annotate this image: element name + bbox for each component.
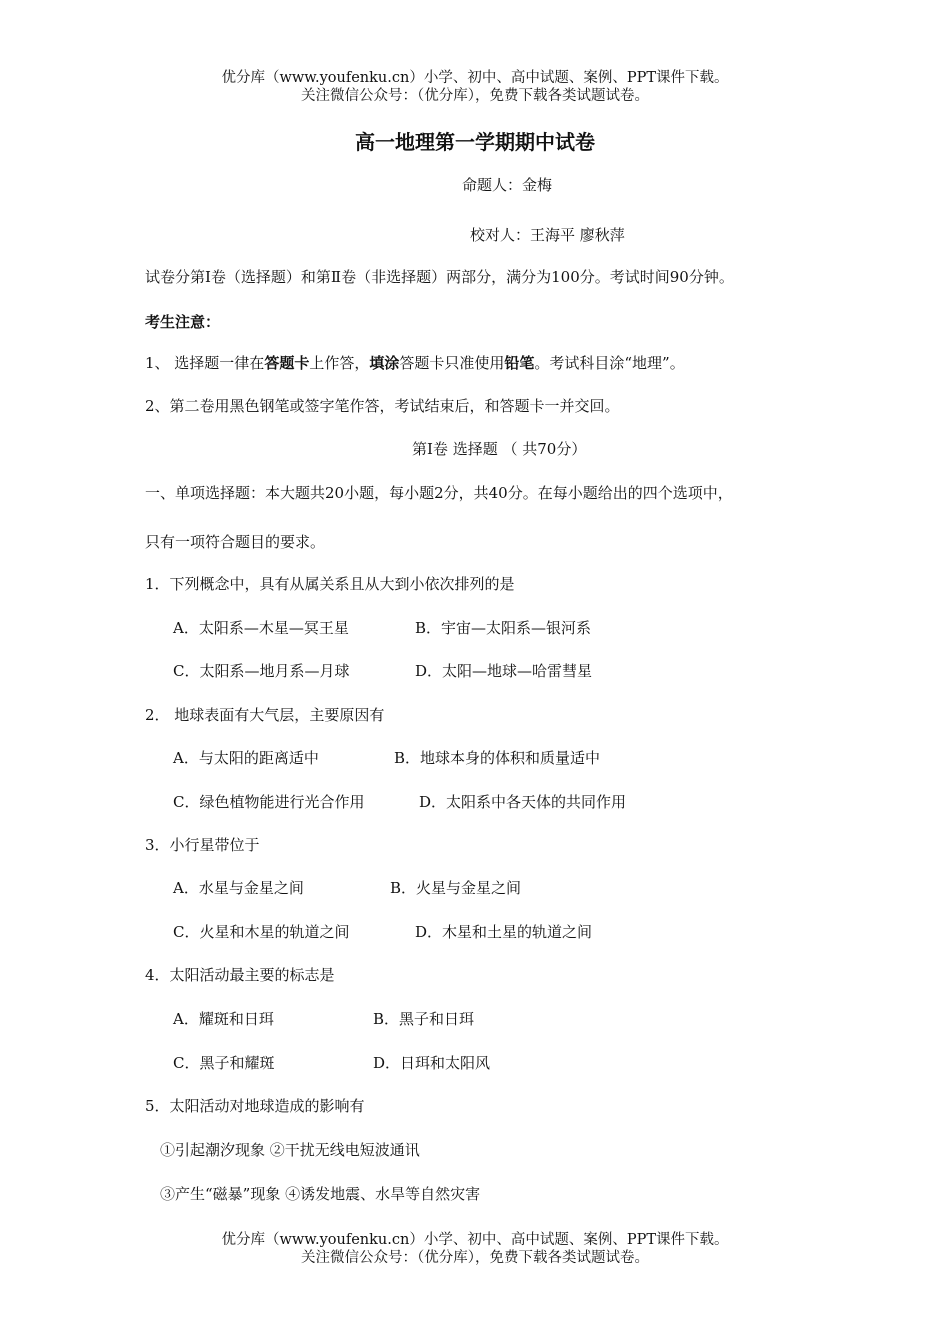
question-1-option-b: B．宇宙—太阳系—银河系 (415, 619, 592, 637)
notice-2: 2、第二卷用黑色钢笔或签字笔作答，考试结束后，和答题卡一并交回。 (145, 397, 620, 415)
question-5-stem: 5．太阳活动对地球造成的影响有 (145, 1097, 365, 1115)
footer-line-2: 关注微信公众号：（优分库），免费下载各类试题试卷。 (301, 1250, 649, 1266)
notice-title: 考生注意： (145, 313, 221, 331)
notice-1-e: 答题卡只准使用 (399, 354, 505, 372)
question-3-option-d: D．木星和土星的轨道之间 (415, 923, 593, 941)
page-title: 高一地理第一学期期中试卷 (355, 130, 595, 154)
proofreader-line: 校对人：王海平 廖秋萍 (470, 226, 625, 244)
question-3-option-b: B．火星与金星之间 (390, 879, 522, 897)
question-2-option-c: C．绿色植物能进行光合作用 (173, 793, 365, 811)
author-line: 命题人：金梅 (462, 176, 553, 194)
question-1-option-d: D．太阳—地球—哈雷彗星 (415, 662, 593, 680)
question-1-stem: 1．下列概念中，具有从属关系且从大到小依次排列的是 (145, 575, 515, 593)
notice-1-g: 。考试科目涂“地理”。 (534, 354, 685, 372)
part-1-instructions-line-1: 一、单项选择题：本大题共20小题，每小题2分，共40分。在每小题给出的四个选项中， (145, 484, 733, 502)
question-2-option-a: A．与太阳的距离适中 (173, 749, 319, 767)
question-2-stem: 2． 地球表面有大气层，主要原因有 (145, 706, 385, 724)
question-5-item-1: ①引起潮汐现象 ②干扰无线电短波通讯 (160, 1141, 420, 1159)
section-1-title: 第Ⅰ卷 选择题 （ 共70分） (412, 440, 587, 458)
notice-1-a: 1、 选择题一律在 (145, 354, 265, 372)
question-4-option-a: A．耀斑和日珥 (173, 1010, 274, 1028)
question-2-option-b: B．地球本身的体积和质量适中 (394, 749, 601, 767)
question-1-option-c: C．太阳系—地月系—月球 (173, 662, 350, 680)
intro-text: 试卷分第Ⅰ卷（选择题）和第Ⅱ卷（非选择题）两部分，满分为100分。考试时间90分钟。 (145, 268, 734, 286)
notice-1-pencil: 铅笔 (504, 354, 535, 372)
question-3-stem: 3．小行星带位于 (145, 836, 260, 854)
notice-1-answer-card: 答题卡 (264, 354, 310, 372)
notice-1-c: 上作答， (309, 354, 370, 372)
question-4-option-c: C．黑子和耀斑 (173, 1054, 275, 1072)
notice-1-fill: 填涂 (369, 354, 400, 372)
notice-1 (145, 352, 685, 374)
part-1-instructions-line-2: 只有一项符合题目的要求。 (145, 533, 326, 551)
question-3-option-c: C．火星和木星的轨道之间 (173, 923, 350, 941)
question-4-stem: 4．太阳活动最主要的标志是 (145, 966, 335, 984)
question-4-option-b: B．黑子和日珥 (373, 1010, 475, 1028)
question-5-item-2: ③产生“磁暴”现象 ④诱发地震、水旱等自然灾害 (160, 1185, 481, 1203)
question-4-option-d: D．日珥和太阳风 (373, 1054, 491, 1072)
footer-line-1: 优分库（www.youfenku.cn）小学、初中、高中试题、案例、PPT课件下载。 (221, 1232, 729, 1248)
header-line-1: 优分库（www.youfenku.cn）小学、初中、高中试题、案例、PPT课件下载。 (221, 70, 729, 86)
question-2-option-d: D．太阳系中各天体的共同作用 (419, 793, 627, 811)
question-1-option-a: A．太阳系—木星—冥王星 (173, 619, 349, 637)
header-line-2: 关注微信公众号：（优分库），免费下载各类试题试卷。 (301, 88, 649, 104)
question-3-option-a: A．水星与金星之间 (173, 879, 304, 897)
